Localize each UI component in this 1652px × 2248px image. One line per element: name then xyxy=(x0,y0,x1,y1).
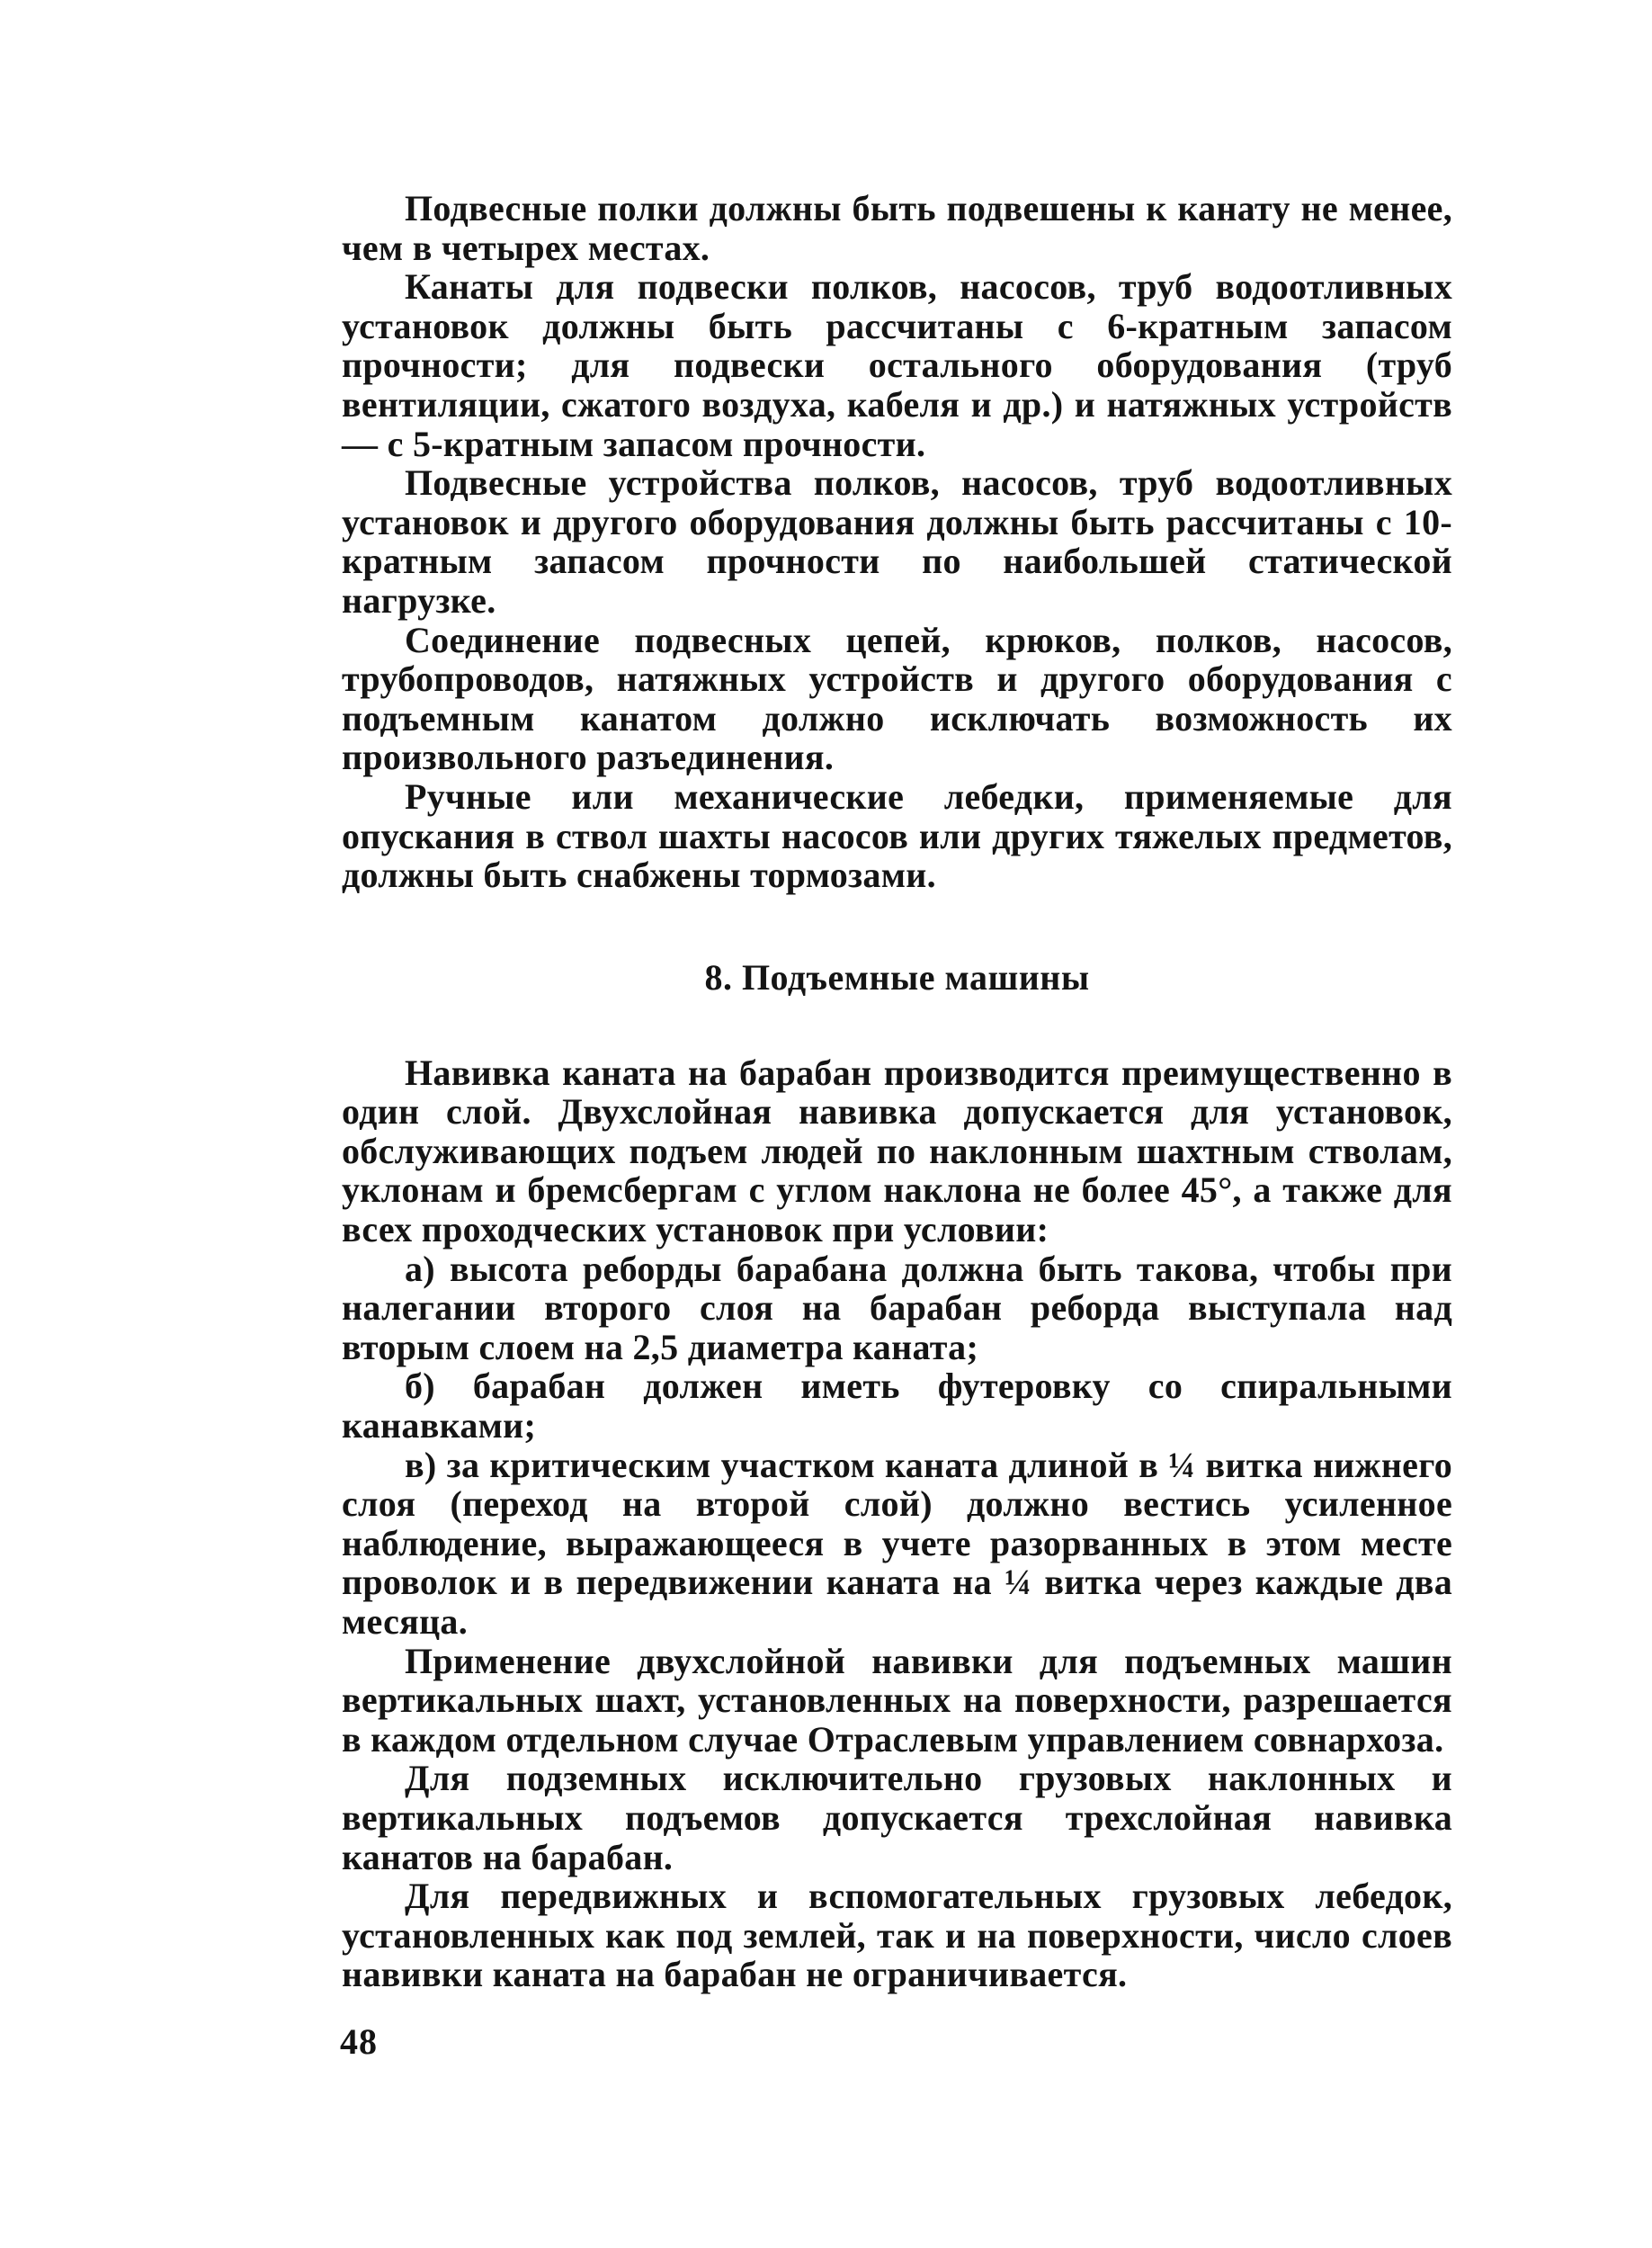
condition-a: а) высота реборды барабана должна быть такова, чтобы при налегании второго слоя на барабан реборда выступала над вторым слоем на 2,5 диаметра каната; xyxy=(342,1248,1452,1367)
paragraph-shelf-suspension: Подвесные полки должны быть подвешены к канату не менее, чем в четырех местах. xyxy=(342,188,1452,268)
paragraph-three-layer: Для подземных исключительно грузовых наклонных и вертикальных подъемов допускается трехслойная навивка канатов на барабан. xyxy=(342,1758,1452,1877)
paragraph-mobile-winches: Для передвижных и вспомогательных грузовых лебедок, установленных как под землей, так и на поверхности, число слоев навивки каната на барабан не ограничивается. xyxy=(342,1876,1452,1995)
section-number: 8. xyxy=(704,956,733,998)
condition-c: в) за критическим участком каната длиной в ¼ витка нижнего слоя (переход на второй слой) должно вестись усиленное наблюдение, выражающееся в учете разорванных в этом месте проволок и в передвижении каната на ¼ витка через каждые два месяца. xyxy=(342,1444,1452,1642)
page-number: 48 xyxy=(340,2021,378,2062)
page-body xyxy=(342,189,1452,1994)
paragraph-rope-safety-factor: Канаты для подвески полков, насосов, труб водоотливных установок должны быть рассчитаны с 6-кратным запасом прочности; для подвески остального оборудования (труб вентиляции, сжатого воздуха, кабеля и др.) и натяжных устройств — с 5-кратным запасом прочности. xyxy=(342,266,1452,464)
section-heading xyxy=(342,958,1452,998)
paragraph-connection: Соединение подвесных цепей, крюков, полков, насосов, трубопроводов, натяжных устройств и другого оборудования с подъемным канатом должно исключать возможность их произвольного разъединения. xyxy=(342,619,1452,778)
paragraph-winches: Ручные или механические лебедки, применяемые для опускания в ствол шахты насосов или других тяжелых предметов, должны быть снабжены тормозами. xyxy=(342,775,1452,896)
section-title: Подъемные машины xyxy=(741,956,1090,998)
condition-b: б) барабан должен иметь футеровку со спиральными канавками; xyxy=(342,1366,1452,1446)
paragraph-suspension-devices: Подвесные устройства полков, насосов, труб водоотливных установок и другого оборудования должны быть рассчитаны с 10-кратным запасом прочности по наибольшей статической нагрузке. xyxy=(342,462,1452,621)
paragraph-two-layer-surface: Применение двухслойной навивки для подъемных машин вертикальных шахт, установленных на поверхности, разрешается в каждом отдельном случае Отраслевым управлением совнархоза. xyxy=(342,1640,1452,1760)
paragraph-winding-intro: Навивка каната на барабан производится преимущественно в один слой. Двухслойная навивка допускается для установок, обслуживающих подъем людей по наклонным шахтным стволам, уклонам и бремсбергам с углом наклона не более 45°, а также для всех проходческих установок при условии: xyxy=(342,1052,1452,1250)
